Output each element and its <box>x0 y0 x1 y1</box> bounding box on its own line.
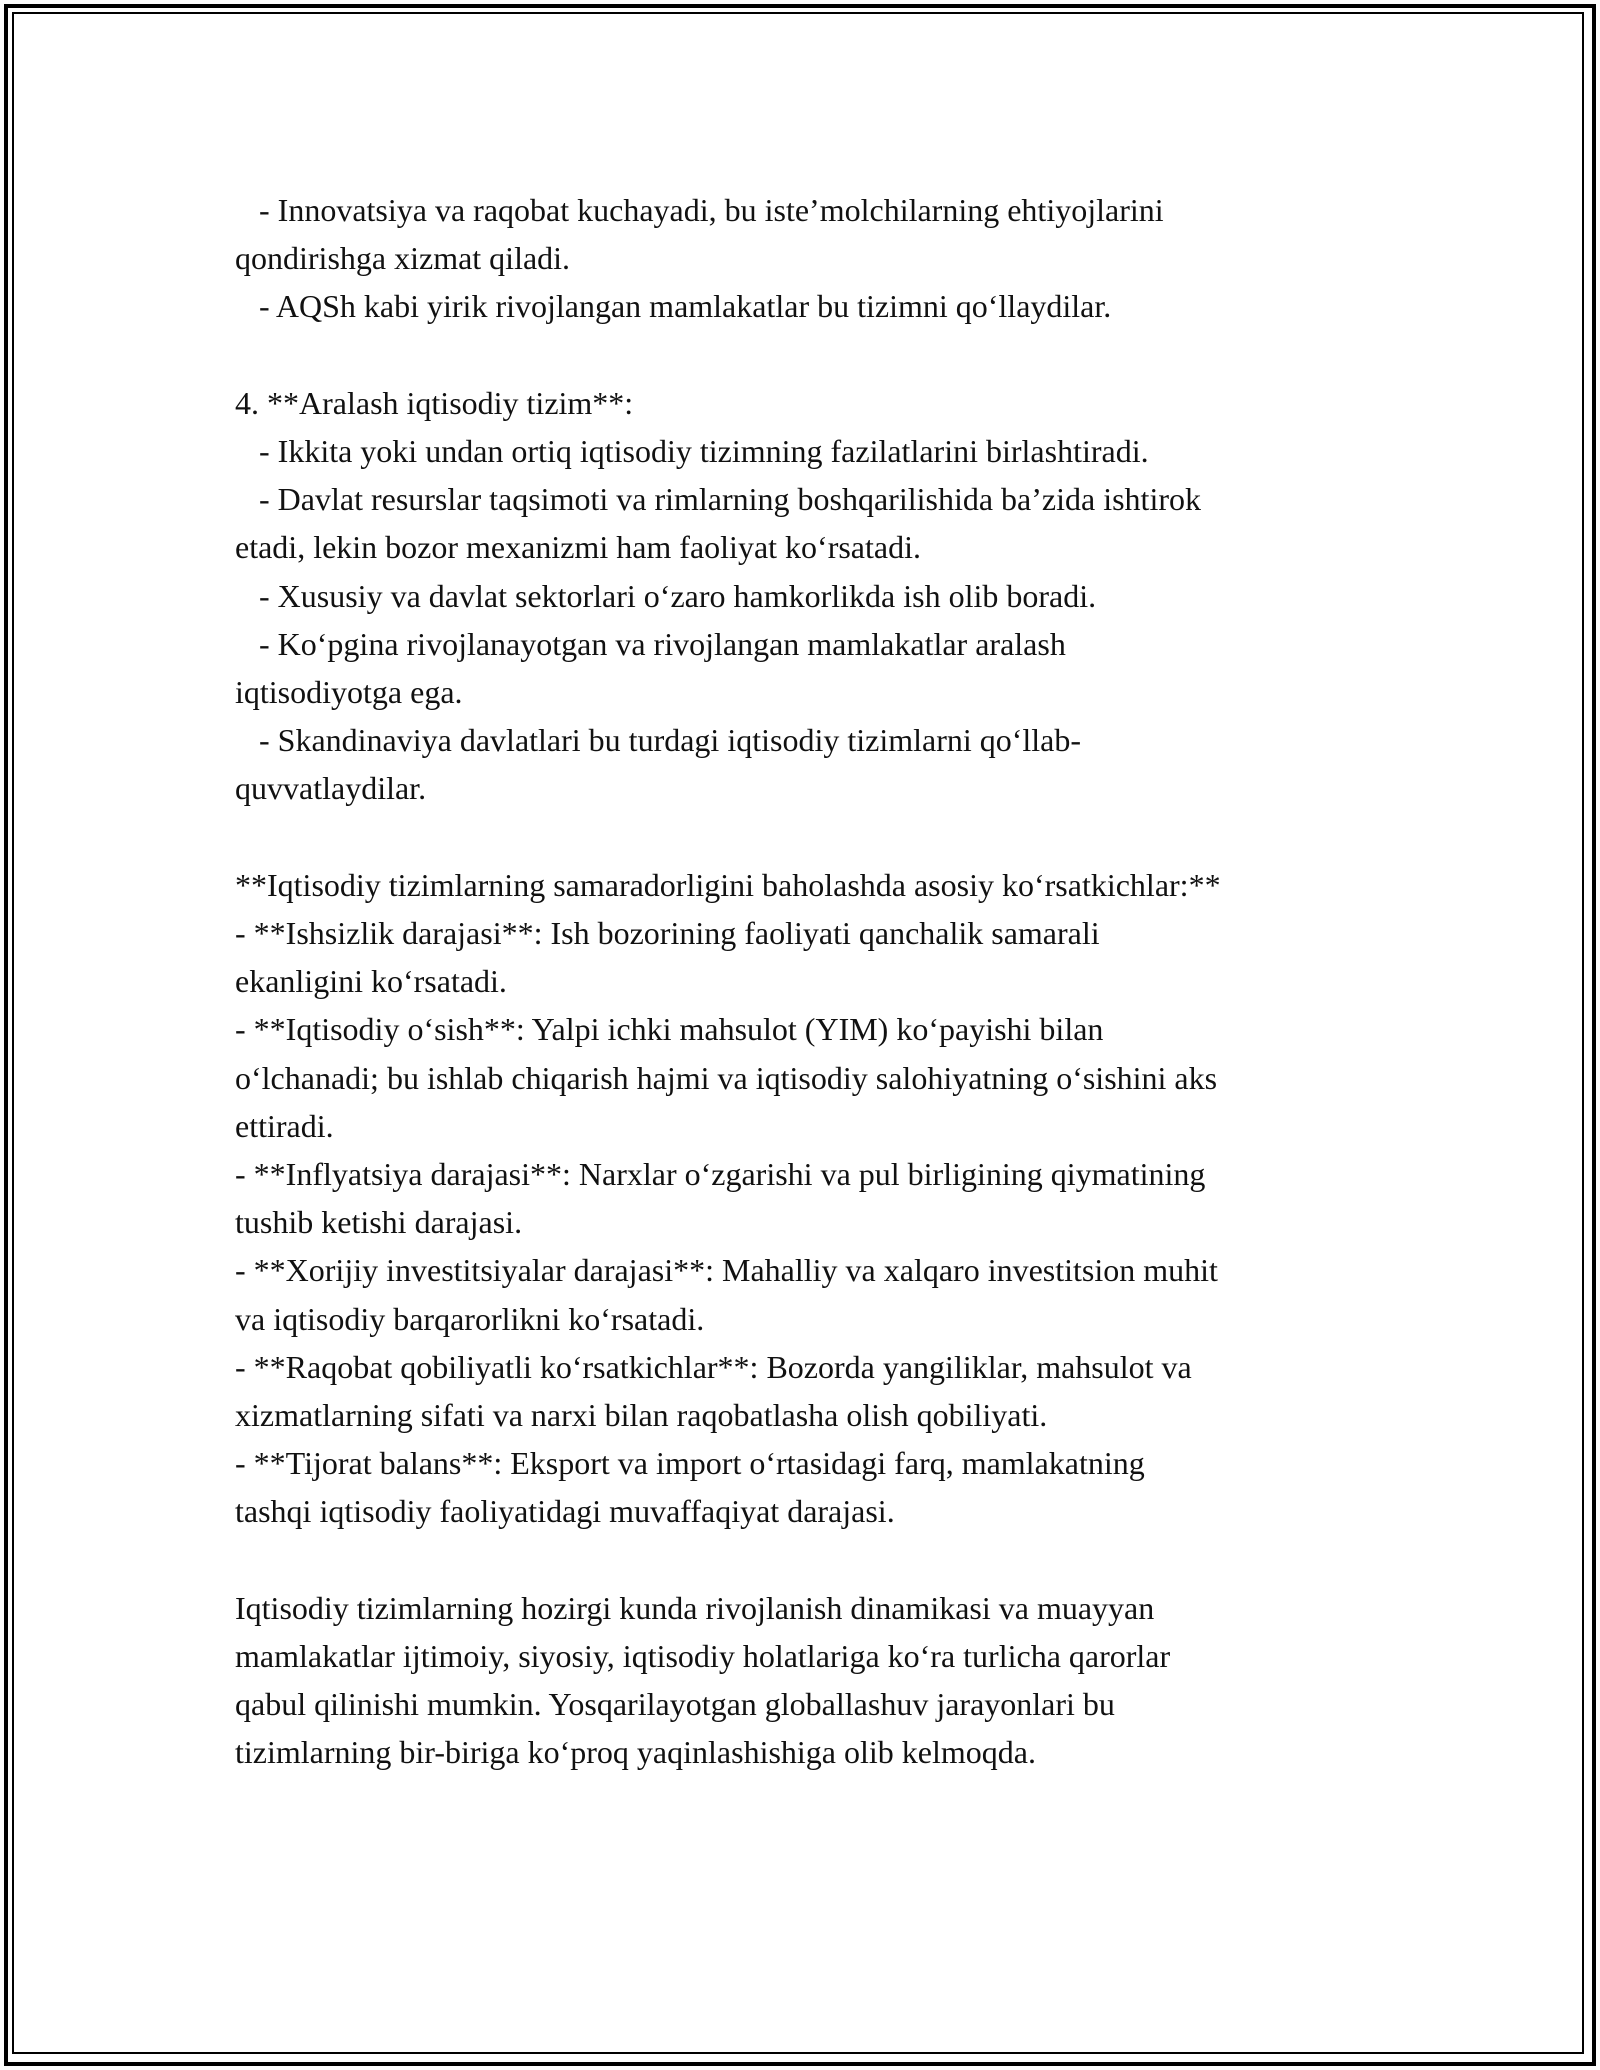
text-line: qondirishga xizmat qiladi. <box>235 240 571 277</box>
text-line: - Innovatsiya va raqobat kuchayadi, bu iste’molchilarning ehtiyojlarini <box>235 192 1164 228</box>
text-line: - AQSh kabi yirik rivojlangan mamlakatlar bu tizimni qo‘llaydilar. <box>235 288 1112 325</box>
text-line: tizimlarning bir-biriga ko‘proq yaqinlashishiga olib kelmoqda. <box>235 1734 1036 1771</box>
text-line: - **Raqobat qobiliyatli ko‘rsatkichlar**: Bozorda yangiliklar, mahsulot va <box>235 1348 1192 1385</box>
text-line: tushib ketishi darajasi. <box>235 1204 523 1241</box>
text-line: - **Tijorat balans**: Eksport va import o‘rtasidagi farq, mamlakatning <box>235 1445 1145 1482</box>
text-line: - Xususiy va davlat sektorlari o‘zaro hamkorlikda ish olib boradi. <box>235 577 1097 614</box>
text-line: mamlakatlar ijtimoiy, siyosiy, iqtisodiy holatlariga ko‘ra turlicha qarorlar <box>235 1638 1171 1675</box>
text-line: quvvatlaydilar. <box>235 770 427 807</box>
text-line: o‘lchanadi; bu ishlab chiqarish hajmi va iqtisodiy salohiyatning o‘sishini aks <box>235 1059 1218 1096</box>
blank-line <box>235 813 1375 861</box>
text-line: qabul qilinishi mumkin. Yosqarilayotgan globallashuv jarayonlari bu <box>235 1686 1115 1723</box>
text-line: - Skandinaviya davlatlari bu turdagi iqtisodiy tizimlarni qo‘llab- <box>235 722 1082 759</box>
blank-line <box>235 1536 1375 1584</box>
text-line: - **Iqtisodiy o‘sish**: Yalpi ichki mahsulot (YIM) ko‘payishi bilan <box>235 1011 1104 1048</box>
text-line: ekanligini ko‘rsatadi. <box>235 963 507 1000</box>
text-line: va iqtisodiy barqarorlikni ko‘rsatadi. <box>235 1300 705 1337</box>
text-line: Iqtisodiy tizimlarning hozirgi kunda rivojlanish dinamikasi va muayyan <box>235 1589 1155 1626</box>
text-line: - **Inflyatsiya darajasi**: Narxlar o‘zgarishi va pul birligining qiymatining <box>235 1156 1206 1193</box>
section-heading: 4. **Aralash iqtisodiy tizim**: <box>235 384 634 421</box>
text-line: - **Ishsizlik darajasi**: Ish bozorining faoliyati qanchalik samarali <box>235 915 1100 952</box>
text-line: - Davlat resurslar taqsimoti va rimlarning boshqarilishida ba’zida ishtirok <box>235 481 1201 518</box>
text-line: - Ikkita yoki undan ortiq iqtisodiy tizimning fazilatlarini birlashtiradi. <box>235 433 1149 469</box>
text-line: - **Xorijiy investitsiyalar darajasi**: Mahalliy va xalqaro investitsion muhit <box>235 1252 1218 1289</box>
text-line: tashqi iqtisodiy faoliyatidagi muvaffaqiyat darajasi. <box>235 1493 895 1530</box>
text-line: ettiradi. <box>235 1107 334 1144</box>
text-line: - Ko‘pgina rivojlanayotgan va rivojlangan mamlakatlar aralash <box>235 625 1066 662</box>
blank-line <box>235 331 1375 379</box>
text-line: xizmatlarning sifati va narxi bilan raqobatlasha olish qobiliyati. <box>235 1397 1048 1434</box>
section-heading: **Iqtisodiy tizimlarning samaradorligini baholashda asosiy ko‘rsatkichlar:** <box>235 866 1221 903</box>
text-line: etadi, lekin bozor mexanizmi ham faoliyat ko‘rsatadi. <box>235 529 921 566</box>
text-line: iqtisodiyotga ega. <box>235 674 463 711</box>
document-body <box>235 186 1375 1777</box>
